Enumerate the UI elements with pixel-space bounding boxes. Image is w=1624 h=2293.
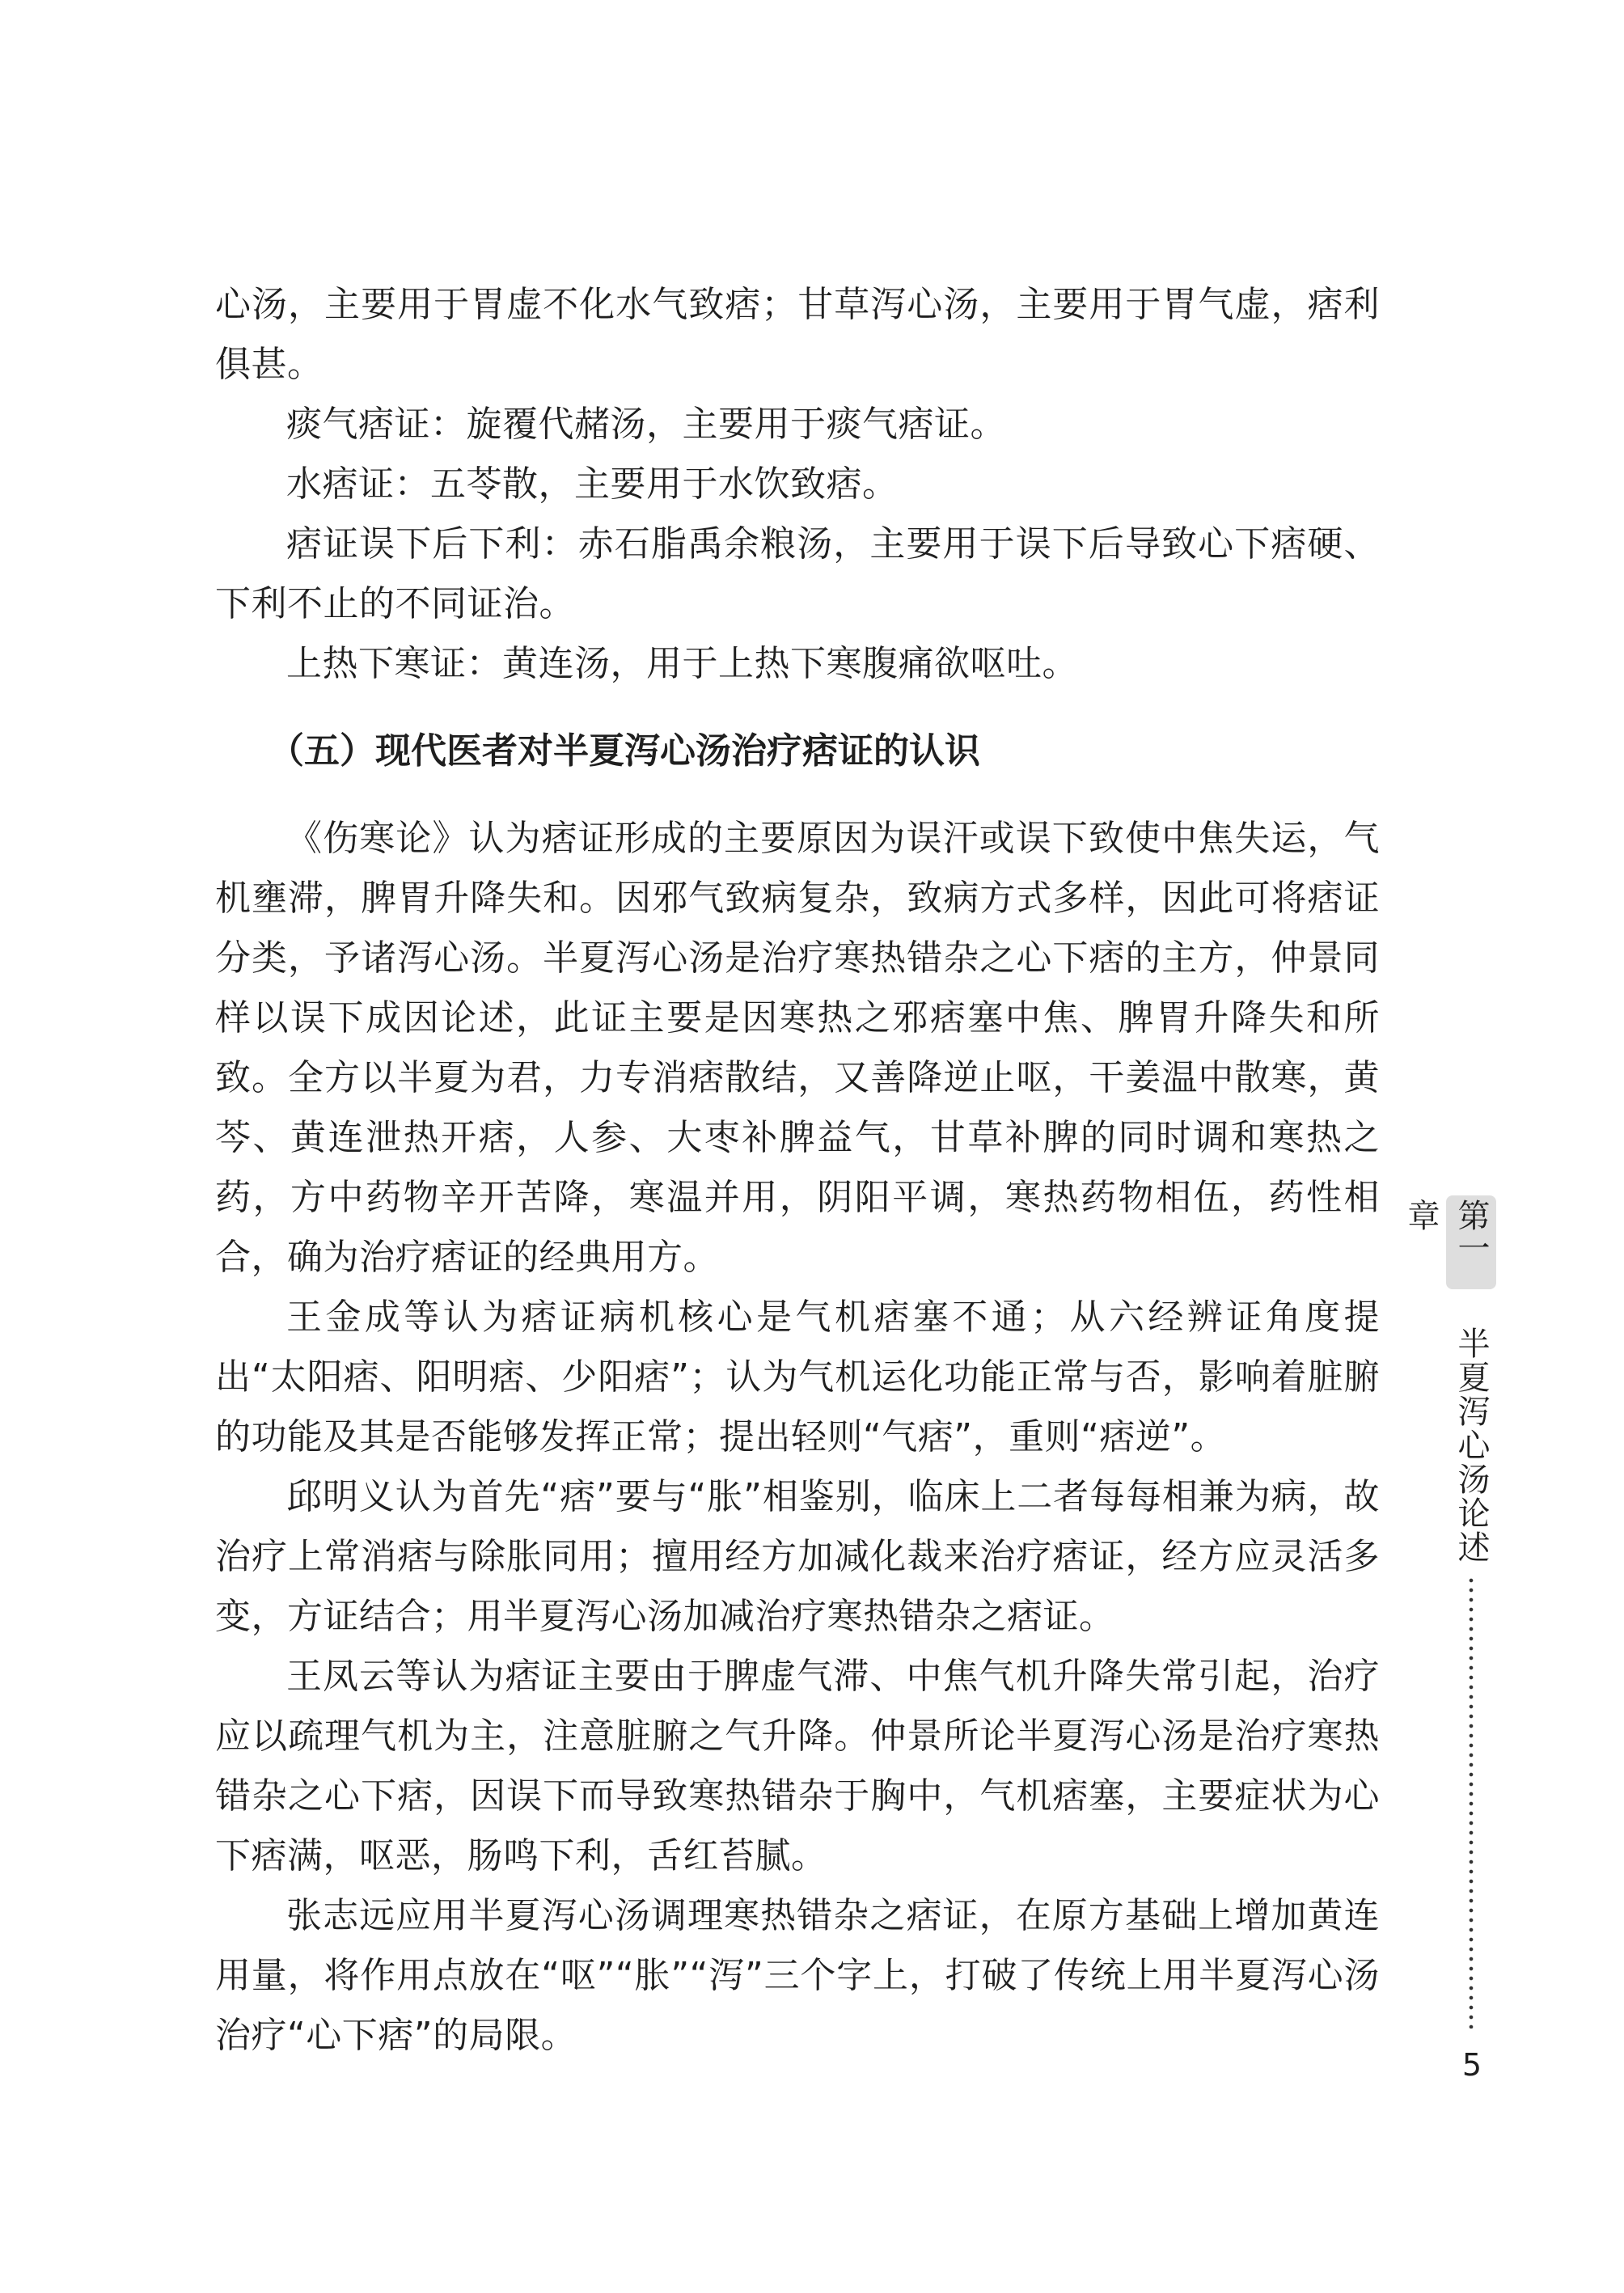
paragraph: 水痞证：五苓散，主要用于水饮致痞。	[286, 463, 899, 505]
running-head-title: 半夏泻心汤论述	[1453, 1326, 1490, 1564]
paragraph: 张志远应用半夏泻心汤调理寒热错杂之痞证，在原方基础上增加黄连用量，将作用点放在“呕”“胀”“泻”三个字上，打破了传统上用半夏泻心汤治疗“心下痞”的局限。	[215, 1895, 1380, 2056]
section-heading: （五）现代医者对半夏泻心汤治疗痞证的认识	[269, 730, 980, 772]
running-head-chapter: 第一章	[1402, 1199, 1490, 1263]
main-text-column	[215, 275, 1380, 2066]
paragraph: 痰气痞证：旋覆代赭汤，主要用于痰气痞证。	[286, 404, 1006, 445]
paragraph: 心汤，主要用于胃虚不化水气致痞；甘草泻心汤，主要用于胃气虚，痞利俱甚。	[215, 284, 1380, 385]
paragraph: 《伤寒论》认为痞证形成的主要原因为误汗或误下致使中焦失运，气机壅滞，脾胃升降失和。因邪气致病复杂，致病方式多样，因此可将痞证分类，予诸泻心汤。半夏泻心汤是治疗寒热错杂之心下痞的主方，仲景同样以误下成因论述，此证主要是因寒热之邪痞塞中焦、脾胃升降失和所致。全方以半夏为君，力专消痞散结，又善降逆止呕，干姜温中散寒，黄芩、黄连泄热开痞，人参、大枣补脾益气，甘草补脾的同时调和寒热之药，方中药物辛开苦降，寒温并用，阴阳平调，寒热药物相伍，药性相合，确为治疗痞证的经典用方。	[215, 818, 1380, 1278]
paragraph: 王凤云等认为痞证主要由于脾虚气滞、中焦气机升降失常引起，治疗应以疏理气机为主，注意脏腑之气升降。仲景所论半夏泻心汤是治疗寒热错杂之心下痞，因误下而导致寒热错杂于胸中，气机痞塞，主要症状为心下痞满，呕恶，肠鸣下利，舌红苔腻。	[215, 1656, 1380, 1876]
page-number: 5	[1461, 2047, 1482, 2083]
paragraph: 上热下寒证：黄连汤，用于上热下寒腹痛欲呕吐。	[286, 643, 1078, 684]
paragraph: 王金成等认为痞证病机核心是气机痞塞不通；从六经辨证角度提出“太阳痞、阳明痞、少阳痞”；认为气机运化功能正常与否，影响着脏腑的功能及其是否能够发挥正常；提出轻则“气痞”，重则“痞逆”。	[215, 1297, 1380, 1457]
running-head-dotted-leader	[1468, 1576, 1474, 2029]
chapter-tab	[1402, 1195, 1496, 1289]
paragraph: 痞证误下后下利：赤石脂禹余粮汤，主要用于误下后导致心下痞硬、下利不止的不同证治。	[215, 523, 1380, 624]
paragraph: 邱明义认为首先“痞”要与“胀”相鉴别，临床上二者每每相兼为病，故治疗上常消痞与除胀同用；擅用经方加减化裁来治疗痞证，经方应灵活多变，方证结合；用半夏泻心汤加减治疗寒热错杂之痞证。	[215, 1476, 1380, 1637]
